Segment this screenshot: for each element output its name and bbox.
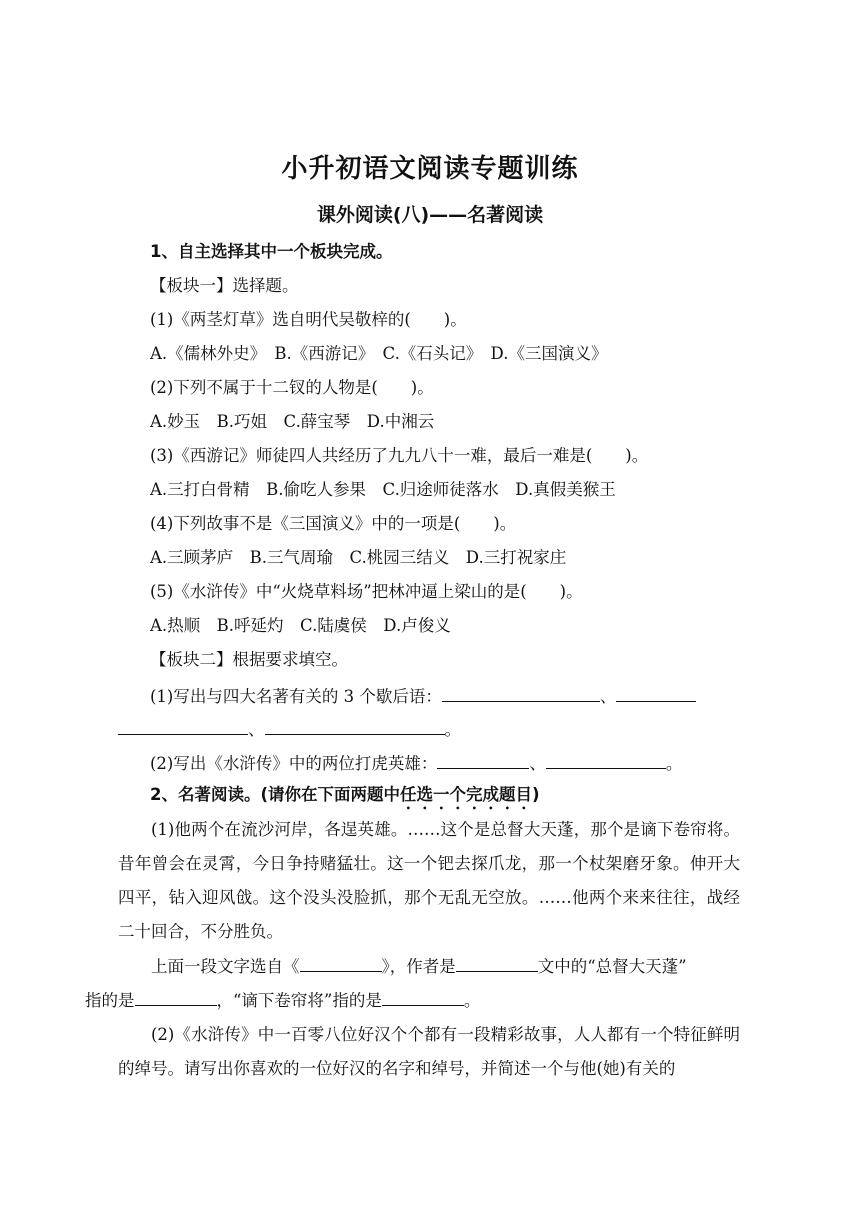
answer-blank[interactable] (135, 987, 217, 1006)
answer-blank[interactable] (300, 953, 382, 972)
page-subtitle: 课外阅读(八)——名著阅读 (316, 204, 544, 226)
answer-blank[interactable] (456, 953, 538, 972)
passage-1: (1)他两个在流沙河岸，各逞英雄。……这个是总督大天蓬，那个是谪下卷帘将。昔年曾会在灵霄，今日争持赌猛壮。这一个钯去探爪龙，那一个杖架磨牙象。伸开大四平，钻入迎风戗。这个没头没脸抓，那个无乱无空放。……他两个来来往往，战经二十回合，不分胜负。 (118, 820, 740, 941)
fill-tiger-prompt: (2)写出《水浒传》中的两位打虎英雄： (150, 754, 438, 773)
page-title: 小升初语文阅读专题训练 (281, 154, 579, 184)
mc-options-3: A.三打白骨精 B.偷吃人参果 C.归途师徒落水 D.真假美猴王 (150, 480, 616, 499)
mc-options-5: A.热顺 B.呼延灼 C.陆虞侯 D.卢俊义 (150, 616, 451, 635)
emphasis-text: 任选一个完成题目 (400, 785, 533, 804)
answer-blank[interactable] (442, 683, 600, 702)
passage-questions: 上面一段文字选自《 》，作者是 文中的“总督大天蓬” 指的是 ，“谪下卷帘将”指的是 。 (118, 950, 740, 1018)
question-2-item-2: (2)《水浒传》中一百零八位好汉个个都有一段精彩故事，人人都有一个特征鲜明的绰号。请写出你喜欢的一位好汉的名字和绰号，并简述一个与他(她)有关的 (118, 1025, 740, 1078)
mc-question-2: (2)下列不属于十二钗的人物是( )。 (150, 378, 434, 397)
answer-blank[interactable] (616, 683, 696, 702)
answer-blank[interactable] (118, 716, 248, 735)
mc-options-1: A.《儒林外史》 B.《西游记》 C.《石头记》 D.《三国演义》 (150, 344, 608, 363)
mc-options-2: A.妙玉 B.巧姐 C.薛宝琴 D.中湘云 (150, 412, 435, 431)
mc-question-3: (3)《西游记》师徒四人共经历了九九八十一难，最后一难是( )。 (150, 446, 649, 465)
fill-xiehouyu-line-1: (1)写出与四大名著有关的 3 个歇后语： 、 (150, 683, 696, 709)
mc-options-4: A.三顾茅庐 B.三气周瑜 C.桃园三结义 D.三打祝家庄 (150, 548, 567, 567)
answer-blank[interactable] (265, 716, 445, 735)
question-2-heading: 2、名著阅读。(请你在下面两题中任选一个完成题目) (150, 785, 540, 804)
fill-xiehouyu-prompt: (1)写出与四大名著有关的 3 个歇后语： (150, 687, 442, 706)
mc-question-1: (1)《两茎灯草》选自明代吴敬梓的( )。 (150, 310, 467, 329)
fill-tiger-heroes: (2)写出《水浒传》中的两位打虎英雄： 、 。 (150, 750, 682, 776)
answer-blank[interactable] (382, 987, 464, 1006)
answer-blank[interactable] (437, 750, 529, 769)
fill-xiehouyu-line-2: 、 。 (118, 716, 461, 742)
answer-blank[interactable] (546, 750, 666, 769)
block-2-label: 【板块二】根据要求填空。 (150, 650, 348, 669)
mc-question-4: (4)下列故事不是《三国演义》中的一项是( )。 (150, 514, 517, 533)
question-1-heading: 1、自主选择其中一个板块完成。 (150, 242, 393, 261)
block-1-label: 【板块一】选择题。 (150, 276, 299, 295)
mc-question-5: (5)《水浒传》中“火烧草料场”把林冲逼上梁山的是( )。 (150, 582, 583, 601)
